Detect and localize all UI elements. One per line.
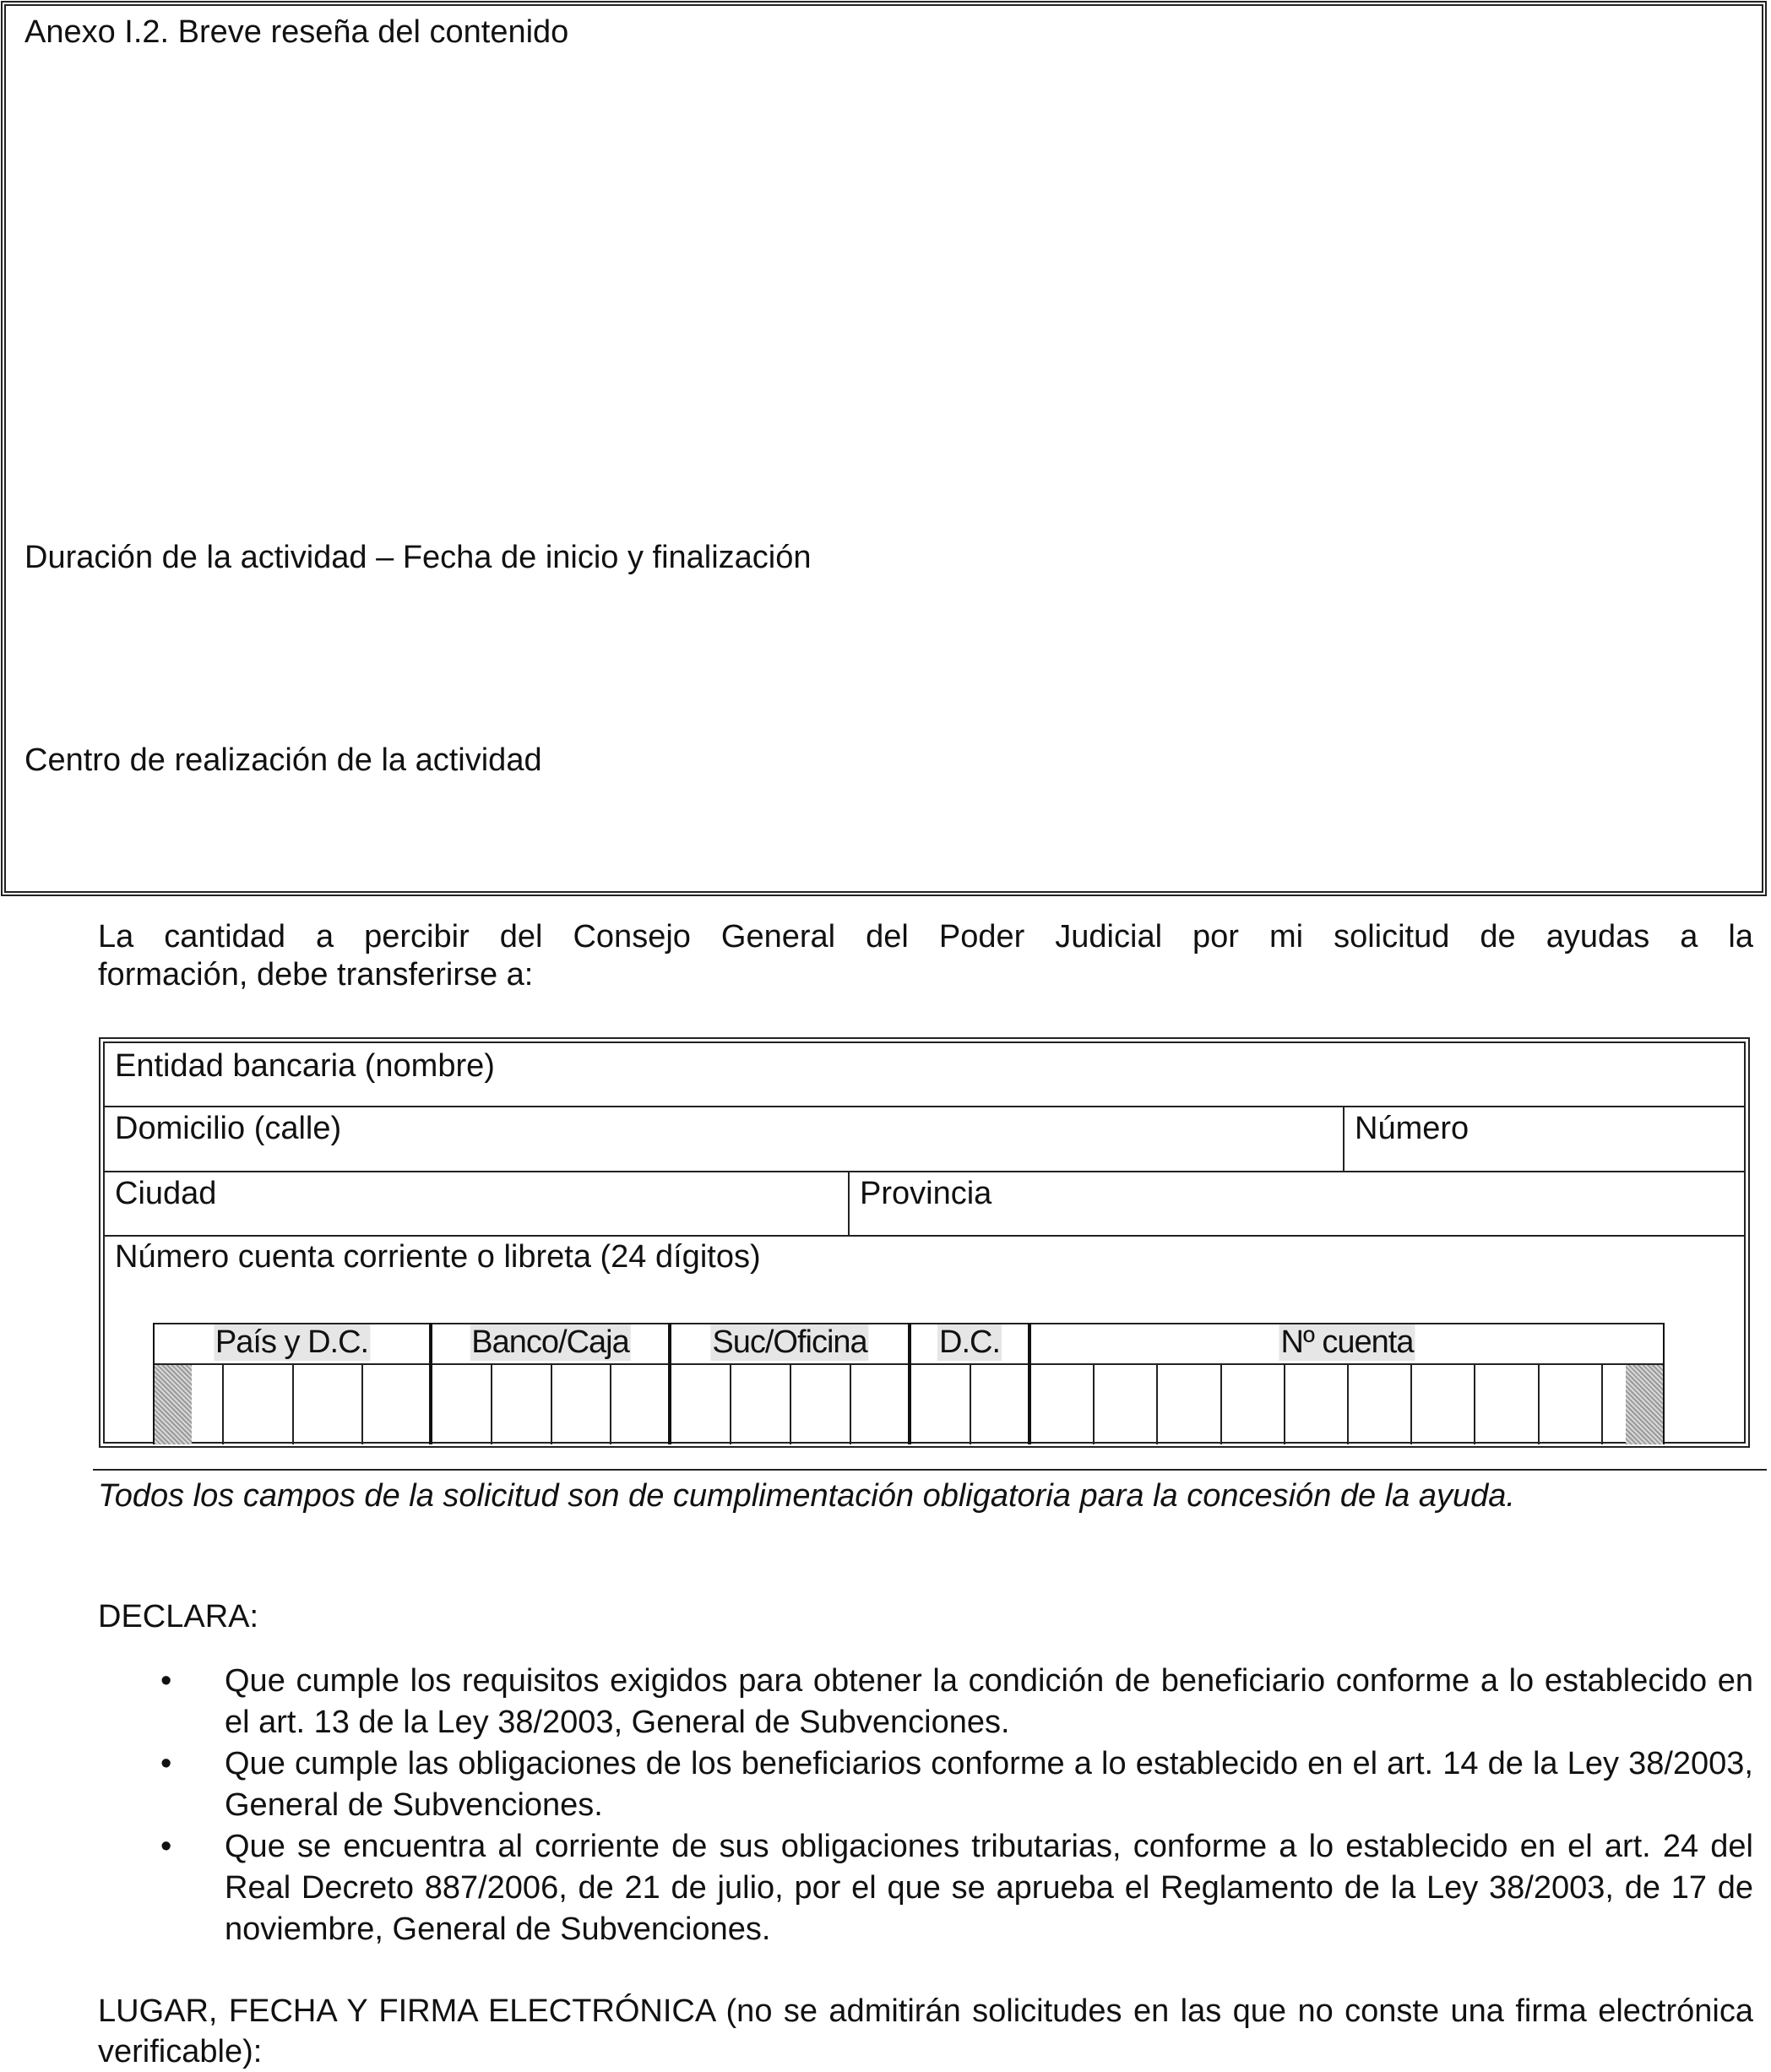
digit-cell-separator <box>850 1363 851 1444</box>
bank-table <box>99 1037 1750 1448</box>
declara-list <box>98 1661 1753 1950</box>
declara-title: DECLARA: <box>98 1599 259 1634</box>
digit-cell-separator <box>610 1363 611 1444</box>
annex-box <box>1 1 1767 896</box>
account-group-header: País y D.C. <box>215 1324 369 1360</box>
divider <box>1343 1106 1345 1171</box>
divider <box>848 1171 850 1235</box>
bullet-icon: • <box>160 1746 172 1781</box>
separator-rule <box>93 1469 1767 1471</box>
digit-cell-separator <box>1284 1363 1285 1444</box>
digit-cell-separator <box>361 1363 363 1444</box>
entidad-label: Entidad bancaria (nombre) <box>115 1048 495 1084</box>
group-separator <box>668 1323 671 1444</box>
provincia-label: Provincia <box>860 1176 992 1211</box>
digit-cell-separator <box>1474 1363 1475 1444</box>
digit-cell-separator <box>1410 1363 1412 1444</box>
digit-cell-separator <box>491 1363 492 1444</box>
centro-label: Centro de realización de la actividad <box>24 742 542 778</box>
numero-label: Número <box>1355 1111 1469 1146</box>
group-separator <box>429 1323 432 1444</box>
account-number-title: Número cuenta corriente o libreta (24 dígitos) <box>115 1239 761 1275</box>
digit-cell-separator <box>730 1363 731 1444</box>
account-group-header: Banco/Caja <box>471 1324 629 1360</box>
group-separator <box>1028 1323 1031 1444</box>
annex-title: Anexo I.2. Breve reseña del contenido <box>24 14 569 50</box>
domicilio-label: Domicilio (calle) <box>115 1111 342 1146</box>
digit-cell-separator <box>1538 1363 1540 1444</box>
digit-cell-separator <box>1601 1363 1603 1444</box>
ciudad-row <box>105 1171 1744 1237</box>
entidad-row[interactable] <box>105 1043 1744 1107</box>
bullet-icon: • <box>160 1663 172 1699</box>
group-separator <box>153 1323 155 1444</box>
declara-item <box>98 1743 1753 1826</box>
declara-item-text: Que se encuentra al corriente de sus obligaciones tributarias, conforme a lo establecido en el art. 24 del Real Decreto 887/2006, de 21 de julio, por el que se aprueba el Reglamento de la Ley 38/2003, de 17 de noviembre, General de Subvenciones. <box>225 1829 1753 1947</box>
digit-cell-separator <box>1220 1363 1222 1444</box>
declara-item-text: Que cumple las obligaciones de los beneficiarios conforme a lo establecido en el art. 14 de la Ley 38/2003, General de Subvenciones. <box>225 1746 1753 1823</box>
digit-cell-separator <box>292 1363 294 1444</box>
declara-item-text: Que cumple los requisitos exigidos para obtener la condición de beneficiario conforme a lo establecido en el art. 13 de la Ley 38/2003, General de Subvenciones. <box>225 1663 1753 1740</box>
signature-statement: LUGAR, FECHA Y FIRMA ELECTRÓNICA (no se admitirán solicitudes en las que no conste una firma electrónica verificable): <box>98 1993 1753 2069</box>
digit-cell-separator <box>790 1363 791 1444</box>
group-separator <box>1663 1323 1665 1444</box>
digit-cell-separator <box>970 1363 971 1444</box>
account-group-header: Suc/Oficina <box>712 1324 867 1360</box>
account-group-header: D.C. <box>939 1324 1000 1360</box>
transfer-text-line1: La cantidad a percibir del Consejo General del Poder Judicial por mi solicitud de ayudas a la <box>98 919 1753 954</box>
declara-item <box>98 1661 1753 1743</box>
account-number-grid[interactable] <box>153 1323 1665 1443</box>
account-group-header: Nº cuenta <box>1280 1324 1414 1360</box>
digit-cell-separator <box>1347 1363 1349 1444</box>
declara-item <box>98 1826 1753 1950</box>
mandatory-fields-note: Todos los campos de la solicitud son de cumplimentación obligatoria para la concesión de la ayuda. <box>98 1478 1515 1514</box>
transfer-text-line2: formación, debe transferirse a: <box>98 957 534 992</box>
group-separator <box>908 1323 911 1444</box>
digit-cell-separator <box>1156 1363 1158 1444</box>
bullet-icon: • <box>160 1829 172 1864</box>
digit-cell-separator <box>222 1363 224 1444</box>
ciudad-label: Ciudad <box>115 1176 217 1211</box>
duracion-label: Duración de la actividad – Fecha de inicio y finalización <box>24 540 812 575</box>
digit-cell-separator <box>551 1363 552 1444</box>
digit-cell-separator <box>1093 1363 1095 1444</box>
domicilio-row <box>105 1106 1744 1172</box>
